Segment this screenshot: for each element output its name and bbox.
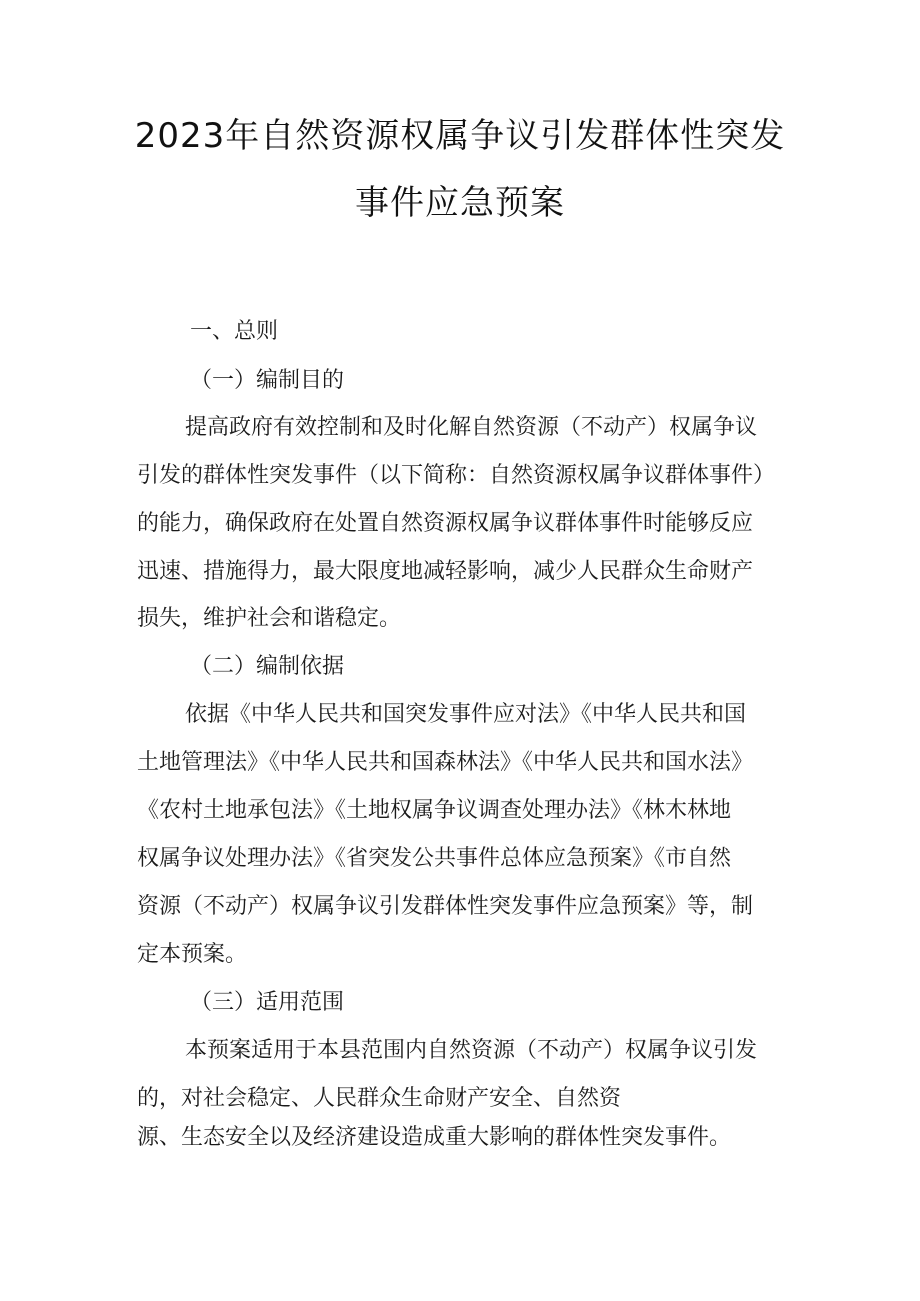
paragraph-basis-line: 土地管理法》《中华人民共和国森林法》《中华人民共和国水法》 bbox=[137, 750, 754, 775]
subsection-heading-purpose: （一）编制目的 bbox=[190, 368, 345, 393]
paragraph-scope-line: 本预案适用于本县范围内自然资源（不动产）权属争议引发 bbox=[185, 1038, 758, 1063]
paragraph-purpose-line: 的能力，确保政府在处置自然资源权属争议群体事件时能够反应 bbox=[137, 511, 754, 536]
section-heading-general: 一、总则 bbox=[190, 319, 279, 344]
paragraph-purpose-line: 引发的群体性突发事件（以下简称：自然资源权属争议群体事件） bbox=[137, 463, 776, 488]
subsection-heading-basis: （二）编制依据 bbox=[190, 654, 345, 679]
document-title-line-1: 2023年自然资源权属争议引发群体性突发 bbox=[134, 116, 786, 156]
subsection-heading-scope: （三）适用范围 bbox=[190, 990, 345, 1015]
paragraph-purpose-line: 损失，维护社会和谐稳定。 bbox=[137, 606, 402, 631]
paragraph-purpose-line: 提高政府有效控制和及时化解自然资源（不动产）权属争议 bbox=[185, 415, 758, 440]
paragraph-basis-line: 《农村土地承包法》《土地权属争议调查处理办法》《林木林地 bbox=[137, 798, 732, 823]
document-title-line-2: 事件应急预案 bbox=[355, 183, 565, 223]
paragraph-basis-line: 资源（不动产）权属争议引发群体性突发事件应急预案》等，制 bbox=[137, 894, 754, 919]
paragraph-scope-line: 的，对社会稳定、人民群众生命财产安全、自然资 bbox=[137, 1086, 622, 1111]
paragraph-basis-line: 定本预案。 bbox=[137, 942, 248, 967]
paragraph-scope-line: 源、生态安全以及经济建设造成重大影响的群体性突发事件。 bbox=[137, 1125, 732, 1150]
paragraph-basis-line: 依据《中华人民共和国突发事件应对法》《中华人民共和国 bbox=[185, 702, 747, 727]
paragraph-basis-line: 权属争议处理办法》《省突发公共事件总体应急预案》《市自然 bbox=[137, 846, 732, 871]
paragraph-purpose-line: 迅速、措施得力，最大限度地减轻影响，减少人民群众生命财产 bbox=[137, 559, 754, 584]
